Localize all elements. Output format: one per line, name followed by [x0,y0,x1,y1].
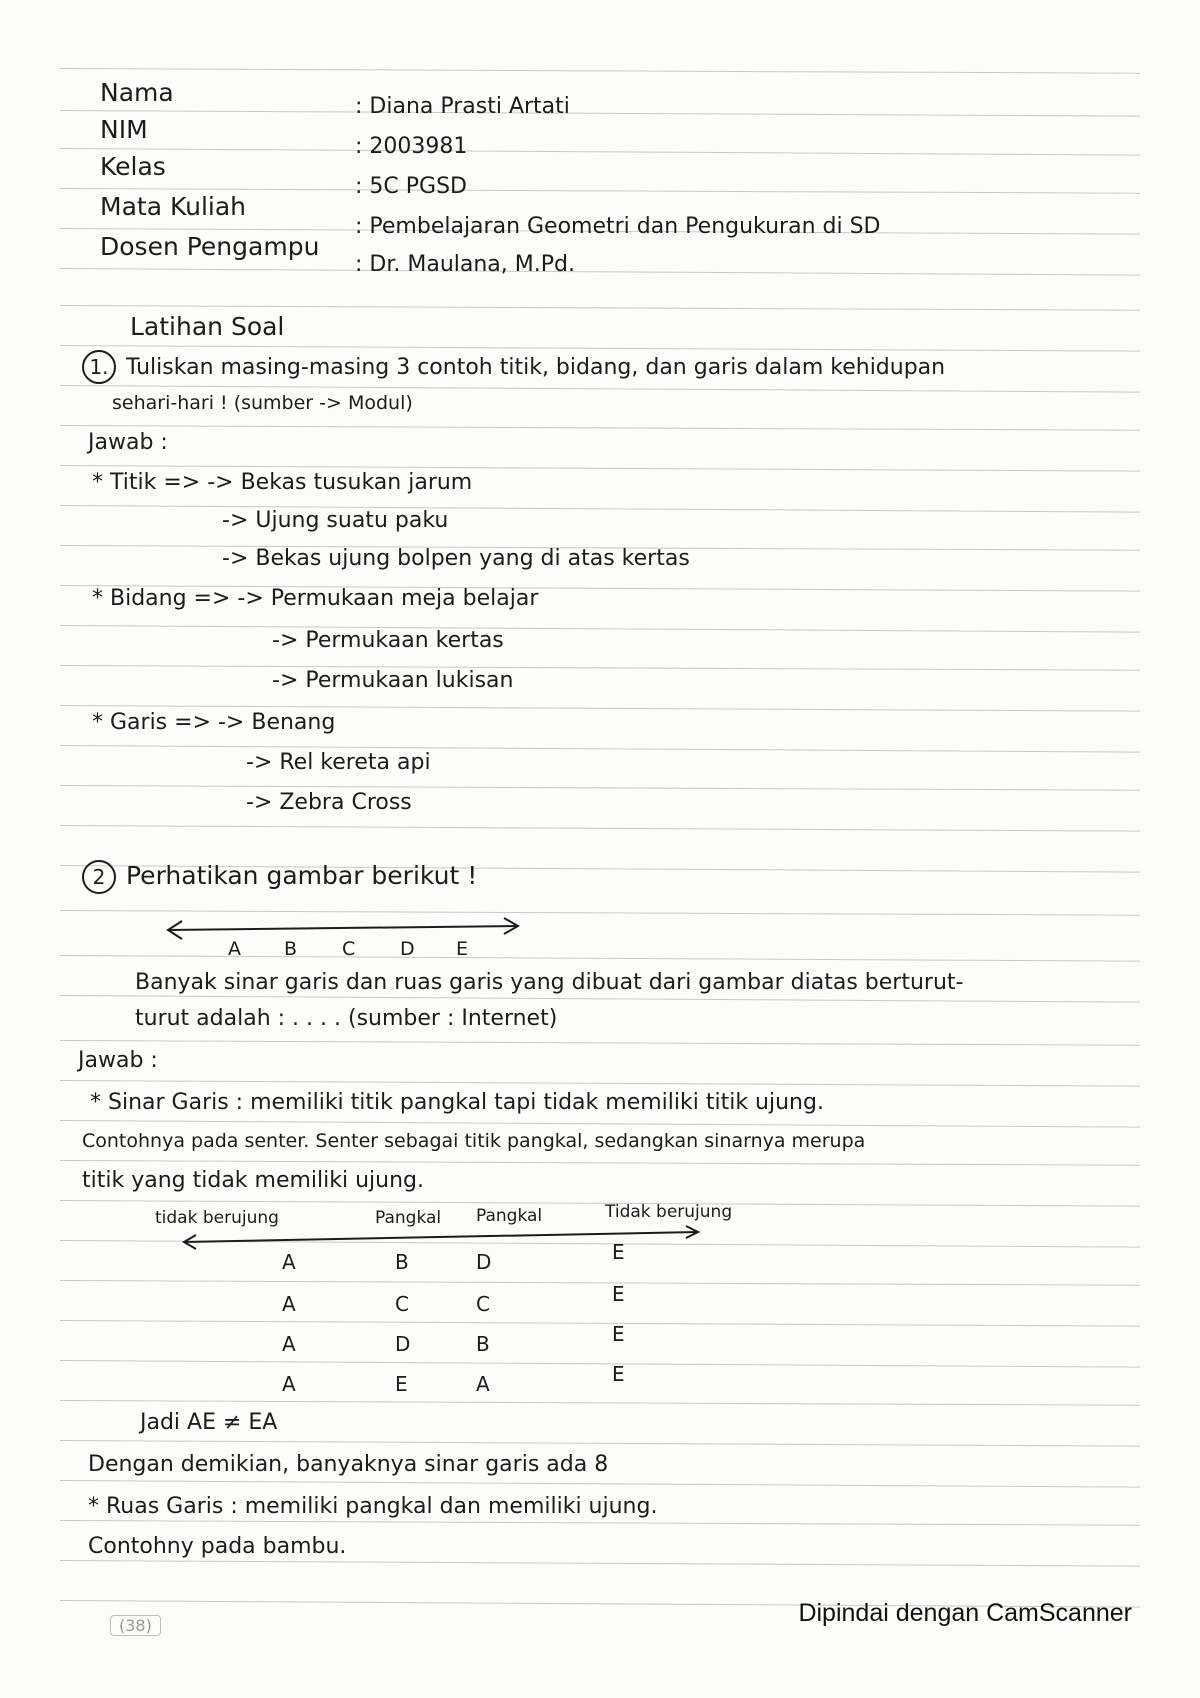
page-number: (38) [110,1615,161,1636]
bidang-item-2: -> Permukaan kertas [272,628,504,653]
value-nama: : Diana Prasti Artati [355,94,570,119]
rule-line [60,625,1140,633]
table-cell: A [282,1250,296,1274]
figure-point-label: A [228,938,241,960]
table-cell: E [395,1372,408,1396]
rule-line [60,745,1140,753]
q1-question-line1 [82,350,945,384]
titik-item-2: -> Ujung suatu paku [222,508,449,533]
titik-item-3: -> Bekas ujung bolpen yang di atas kertas [222,546,690,571]
sinar-line1: * Sinar Garis : memiliki titik pangkal tapi tidak memiliki titik ujung. [90,1090,824,1115]
figure-point-label: E [456,938,469,960]
table-cell: E [612,1282,625,1306]
q1-answer-label: Jawab : [88,430,168,455]
q2-answer-label: Jawab : [78,1048,158,1073]
table-cell: C [395,1292,409,1316]
ruas-line2: Contohny pada bambu. [88,1534,347,1559]
conclusion: Dengan demikian, banyaknya sinar garis ada 8 [88,1452,609,1477]
rule-line [60,1120,1140,1128]
label-mata-kuliah: Mata Kuliah [100,192,247,221]
rule-line [60,1280,1140,1286]
garis-item-3: -> Zebra Cross [246,790,412,815]
table-cell: D [395,1332,411,1356]
label-nim: NIM [100,115,148,144]
bidang-label: * Bidang => -> Permukaan meja belajar [92,586,539,611]
rule-line [60,1040,1140,1046]
garis-label: * Garis => -> Benang [92,710,336,735]
rule-line [60,1400,1140,1406]
table-cell: B [476,1332,490,1356]
value-kelas: : 5C PGSD [355,174,467,199]
line-figure-stroke [168,926,518,930]
table-cell: E [612,1362,625,1386]
ruas-line1: * Ruas Garis : memiliki pangkal dan memiliki ujung. [88,1494,658,1519]
table-cell: E [612,1322,625,1346]
q1-number: 1. [82,350,116,384]
table-cell: C [476,1292,490,1316]
q2-question-line2: turut adalah : . . . . (sumber : Internet) [135,1006,558,1031]
rule-line [60,268,1140,276]
table-cell: D [476,1250,492,1274]
garis-item-2: -> Rel kereta api [246,750,431,775]
table-cell: E [612,1240,625,1264]
rule-line [60,1200,1140,1207]
table-header-pangkal-2: Pangkal [476,1206,543,1226]
rule-line [60,148,1140,156]
rule-line [60,785,1140,791]
q2-number: 2 [82,860,116,894]
table-cell: B [395,1250,409,1274]
figure-point-label: C [342,938,356,960]
table-arrow [178,1224,718,1254]
rule-line [60,665,1140,671]
rule-line [60,1320,1140,1327]
rule-line [60,1560,1140,1567]
rule-line [60,1440,1140,1447]
figure-point-label: B [284,938,298,960]
bidang-item-3: -> Permukaan lukisan [272,668,514,693]
table-header-tidak-berujung-left: tidak berujung [155,1208,279,1228]
table-header-tidak-berujung-right: Tidak berujung [605,1202,733,1222]
q1-question-text: Tuliskan masing-masing 3 contoh titik, bidang, dan garis dalam kehidupan [126,355,946,380]
rule-line [60,68,1140,74]
rule-line [60,1360,1140,1368]
label-dosen: Dosen Pengampu [100,232,320,261]
label-kelas: Kelas [100,152,166,181]
q1-question-line2: sehari-hari ! (sumber -> Modul) [112,392,413,414]
rule-line [60,1480,1140,1488]
q2-prompt: Perhatikan gambar berikut ! [126,861,478,890]
jadi-statement: Jadi AE ≠ EA [140,1410,278,1435]
table-cell: A [282,1332,296,1356]
table-cell: A [282,1292,296,1316]
rule-line [60,305,1140,311]
titik-label: * Titik => -> Bekas tusukan jarum [92,470,473,495]
rule-line [60,425,1140,431]
rule-line [60,1520,1140,1526]
value-dosen: : Dr. Maulana, M.Pd. [355,252,575,277]
section-title: Latihan Soal [130,312,285,341]
sinar-line3: titik yang tidak memiliki ujung. [82,1168,425,1193]
value-nim: : 2003981 [355,134,468,159]
rule-line [60,825,1140,832]
value-mata-kuliah: : Pembelajaran Geometri dan Pengukuran di SD [355,214,881,239]
rule-line [60,1160,1140,1166]
q2-question-line1: Banyak sinar garis dan ruas garis yang dibuat dari gambar diatas berturut- [135,970,964,995]
sinar-line2: Contohnya pada senter. Senter sebagai titik pangkal, sedangkan sinarnya merupa [82,1130,866,1152]
label-nama: Nama [100,78,174,107]
table-cell: A [476,1372,490,1396]
rule-line [60,1080,1140,1087]
rule-line [60,110,1140,117]
rule-line [60,995,1140,1003]
camscanner-watermark: Dipindai dengan CamScanner [798,1599,1132,1627]
table-header-pangkal-1: Pangkal [375,1208,442,1228]
figure-point-label: D [400,938,415,960]
q2-prompt-line [82,860,477,894]
table-cell: A [282,1372,296,1396]
